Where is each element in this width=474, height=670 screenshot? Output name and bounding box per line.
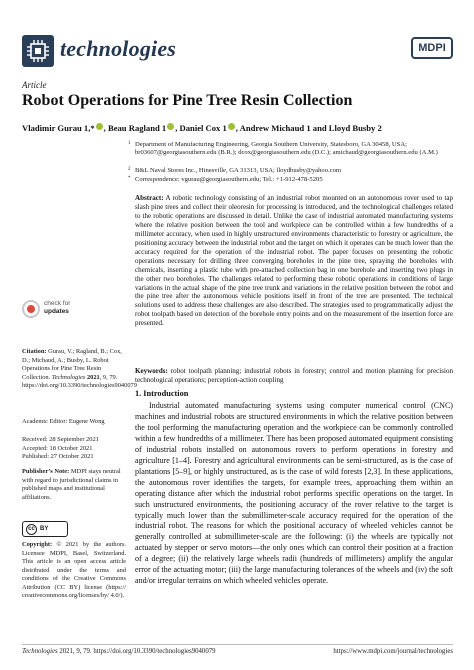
check-updates-line1: check for	[44, 300, 71, 307]
footer-divider	[22, 644, 453, 645]
affiliation-text: B&L Naval Stores Inc., Hinesville, GA 31313, USA; lloydbusby@yahoo.com	[135, 167, 342, 174]
copyright	[22, 541, 126, 601]
affiliation-2	[128, 167, 453, 175]
abstract	[135, 194, 453, 328]
affiliation-number: 2	[128, 167, 131, 172]
affiliation-text: Department of Manufacturing Engineering, Georgia Southern University, Statesboro, GA 30458, USA; br03607@georgiasouthern.edu (B.R.); dcox@georgiasouthern.edu (D.C.); amichaud@georgiasouthern.edu (A.M.)	[135, 141, 438, 157]
copyright-text: © 2021 by the authors. Licensee MDPI, Basel, Switzerland. This article is an open access article distributed under the terms and conditions of the Creative Commons Attribution (CC BY) license (https:// creativecommons.org/licenses/by/ 4.0/).	[22, 541, 126, 599]
footer-citation	[22, 648, 216, 655]
journal-logo-icon	[22, 35, 54, 67]
keywords-label: Keywords:	[135, 367, 168, 375]
orcid-icon[interactable]	[228, 123, 235, 130]
citation-journal: Technologies	[51, 373, 86, 381]
accepted-date: Accepted: 18 October 2021	[22, 444, 93, 452]
mdpi-logo[interactable]: MDPI	[411, 37, 453, 59]
by-icon: BY	[40, 526, 49, 532]
affiliation-1	[128, 141, 453, 158]
check-updates-line2: updates	[44, 307, 69, 315]
citation-text: Gurau, V.; Ragland, B.; Cox, D.; Michaud, A.; Busby, L. Robot Operations for Pine Tree Resin Collection.	[22, 348, 122, 381]
author-list: Vladimir Gurau 1,* , Beau Ragland 1 , Daniel Cox 1 , Andrew Michaud 1 and Lloyd Busby 2	[22, 123, 382, 133]
citation-label: Citation:	[22, 348, 47, 355]
author-name[interactable]: Lloyd Busby 2	[328, 123, 382, 133]
affiliation-number: *	[128, 176, 131, 181]
journal-name[interactable]: technologies	[60, 36, 177, 61]
orcid-icon[interactable]	[167, 123, 174, 130]
footer-journal: Technologies	[22, 648, 58, 655]
orcid-icon[interactable]	[96, 123, 103, 130]
academic-editor: Academic Editor: Eugene Wong	[22, 418, 105, 425]
check-for-updates-button[interactable]	[22, 300, 102, 320]
abstract-text: A robotic technology consisting of an industrial robot mounted on an autonomous rover used to tap slash pine trees and collect their oleoresin for processing is introduced, and the technological challenges related to the robotic operations are discussed in detail. Unlike the case of industrial automated manufacturing systems where the relative position between the tool and workpiece can be controlled within a few hundredths of a millimeter accuracy, when used in highly unstructured environments characteristic to forestry or agriculture, the positioning accuracy between the industrial robot and the target on which it operates can be much lower than the accuracy required for the operation of the industrial robot. The paper focuses on presenting the robotic operations necessary for drilling three converging boreholes in the pine tree, spraying the boreholes with chemicals, inserting a plastic tube with pre-attached collection bag in one borehole and inserting two plugs in the other two boreholes. The challenges related to performing these robotic operations in conditions of large variations in the actual shape of the pine tree trunk and variations in the relative position between the robot and the pine tree after the autonomous vehicle positions itself in front of the tree are presented. The technical solutions used to address these challenges are also described. The strategies used to programmatically adjust the robot toolpath based on detection of the borehole entry points and on the measurement of the insertion force are presented.	[135, 194, 453, 328]
footer-doi[interactable]: 2021, 9, 79. https://doi.org/10.3390/technologies9040079	[59, 648, 216, 655]
abstract-label: Abstract:	[135, 194, 164, 202]
keywords	[135, 367, 453, 385]
author-name[interactable]: Beau Ragland 1	[107, 123, 167, 133]
correspondence	[128, 176, 453, 184]
check-updates-icon	[22, 300, 40, 318]
cc-icon: cc	[26, 524, 37, 535]
keywords-text: robot toolpath planning; industrial robots in forestry; control and motion planning for precision technological operations; perception-action coupling	[135, 367, 453, 384]
footer-journal-url[interactable]: https://www.mdpi.com/journal/technologies	[333, 648, 453, 655]
article-title: Robot Operations for Pine Tree Resin Collection	[22, 92, 353, 109]
dates	[22, 436, 126, 462]
citation	[22, 348, 137, 391]
affiliation-number: 1	[128, 141, 131, 146]
publisher-note-label: Publisher’s Note:	[22, 468, 70, 475]
article-type: Article	[22, 80, 47, 90]
publisher-note-text: MDPI stays neutral with regard to jurisdictional claims in published maps and institutional affiliations.	[22, 468, 121, 501]
received-date: Received: 28 September 2021	[22, 436, 99, 443]
author-name[interactable]: Daniel Cox 1	[179, 123, 227, 133]
correspondence-text: Correspondence: vgurau@georgiasouthern.edu; Tel.: +1-912-478-5205	[135, 176, 323, 183]
publisher-note	[22, 468, 126, 502]
author-name[interactable]: Vladimir Gurau 1,*	[22, 123, 95, 133]
citation-doi[interactable]: , 9, 79. https://doi.org/10.3390/technologies9040079	[22, 373, 137, 389]
intro-paragraph: Industrial automated manufacturing systems using computer numerical control (CNC) machines and industrial robots are structured environments in which the relative position between the tool performing the manufacturing operation and the workpiece can be commonly controlled within a few hundredths of a millimeter. There has been proposed automated equipment consisting of industrial robots installed on autonomous rovers to perform operations in forestry and agriculture [1–4]. Forestry and agricultural environments can be semi-structured, as is the case of plantations [5–9], or highly unstructured, as is the case of wild forests [2,3]. In these applications, the autonomous rover identifies the targets, for example trees, approaching them within an operating distance after which the industrial robot performs specific operations on the target. In such unstructured environments, the positioning accuracy of the rover relative to the target is typically much lower than the submillimeter-scale accuracy required for the operation of the industrial robot. The reasons for which the positional accuracy of wheeled vehicles cannot be generally controlled at submillimeter-scale are the following: (i) the wheels are typically not actuated by stepper or servo motors—the only ones which can control their position at a fraction of a degree; (ii) the relatively large wheels radii (hundreds of millimeters) amplify the angular error of the actuating motor; (iii) the large manufacturing tolerances of the wheels and (iv) the soft and/or irregular terrains on which wheeled vehicles operate.	[135, 401, 453, 586]
citation-year: 2021	[86, 373, 100, 381]
published-date: Published: 27 October 2021	[22, 453, 94, 460]
author-name[interactable]: Andrew Michaud 1	[239, 123, 311, 133]
copyright-label: Copyright:	[22, 541, 53, 548]
cc-by-license-badge[interactable]	[22, 521, 68, 537]
section-heading: 1. Introduction	[135, 389, 189, 398]
